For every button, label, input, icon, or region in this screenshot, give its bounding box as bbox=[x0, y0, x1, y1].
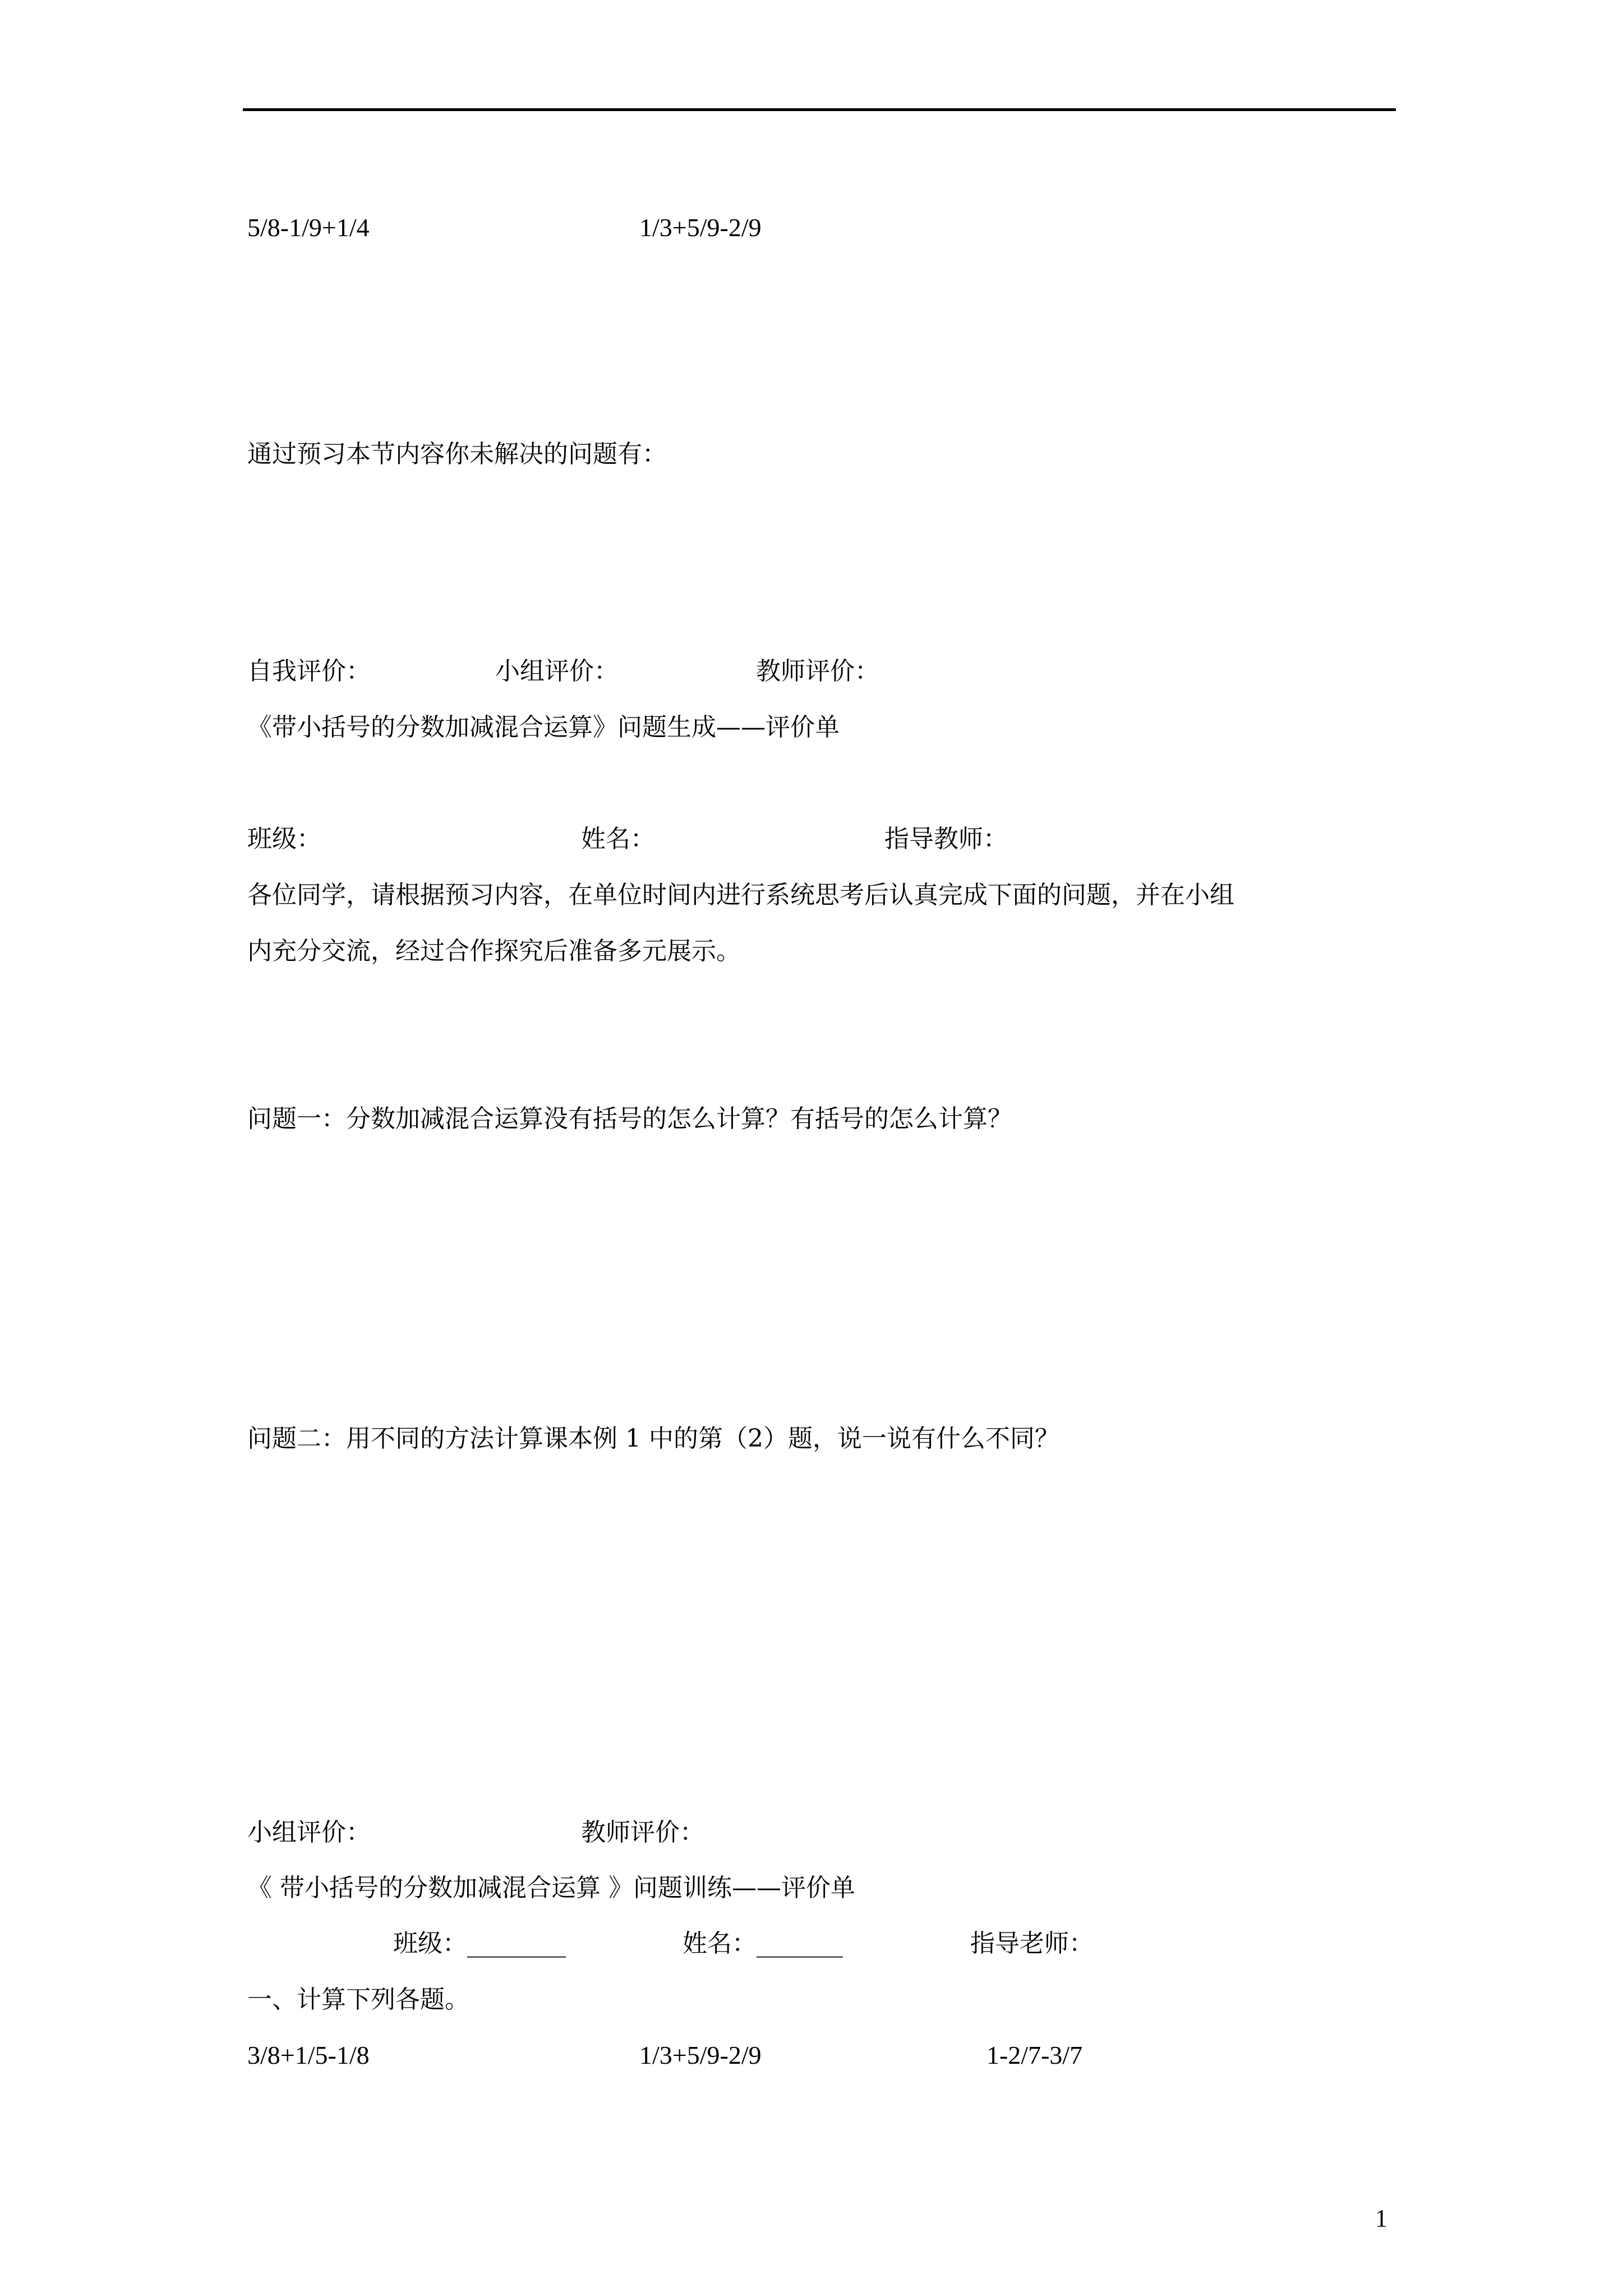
problem-training-title: 《 带小括号的分数加减混合运算 》问题训练——评价单 bbox=[247, 1874, 855, 1902]
page-number: 1 bbox=[1375, 2205, 1387, 2232]
training-expression-3: 1-2/7-3/7 bbox=[986, 2041, 1083, 2069]
question-two: 问题二：用不同的方法计算课本例 1 中的第（2）题，说一说有什么不同？ bbox=[247, 1424, 1059, 1453]
problem-generation-title: 《带小括号的分数加减混合运算》问题生成——评价单 bbox=[247, 713, 840, 742]
instructions-line-2: 内充分交流，经过合作探究后准备多元展示。 bbox=[247, 937, 741, 965]
preview-expression-2: 1/3+5/9-2/9 bbox=[639, 213, 762, 242]
training-expression-2: 1/3+5/9-2/9 bbox=[639, 2041, 762, 2069]
group-evaluation-label: 小组评价： bbox=[495, 657, 619, 685]
training-name-field: 姓名：_______ bbox=[683, 1929, 843, 1958]
name-field-label: 姓名： bbox=[581, 825, 655, 853]
preview-expression-1: 5/8-1/9+1/4 bbox=[247, 213, 370, 242]
instructor-field-label: 指导教师： bbox=[884, 825, 1008, 853]
teacher-evaluation-label-2: 教师评价： bbox=[581, 1818, 704, 1847]
training-expression-1: 3/8+1/5-1/8 bbox=[247, 2041, 370, 2069]
teacher-evaluation-label: 教师评价： bbox=[756, 657, 879, 685]
instructions-line-1: 各位同学，请根据预习内容，在单位时间内进行系统思考后认真完成下面的问题，并在小组 bbox=[247, 881, 1234, 909]
training-class-field: 班级：________ bbox=[393, 1929, 566, 1958]
class-field-label: 班级： bbox=[247, 825, 321, 853]
self-evaluation-label: 自我评价： bbox=[247, 657, 371, 685]
section-one-heading: 一、计算下列各题。 bbox=[247, 1985, 469, 2014]
unresolved-prompt: 通过预习本节内容你未解决的问题有： bbox=[247, 440, 667, 468]
question-one: 问题一：分数加减混合运算没有括号的怎么计算？有括号的怎么计算？ bbox=[247, 1105, 1012, 1133]
header-rule bbox=[243, 108, 1396, 111]
training-instructor-field: 指导老师： bbox=[970, 1929, 1094, 1958]
group-evaluation-label-2: 小组评价： bbox=[247, 1818, 371, 1847]
